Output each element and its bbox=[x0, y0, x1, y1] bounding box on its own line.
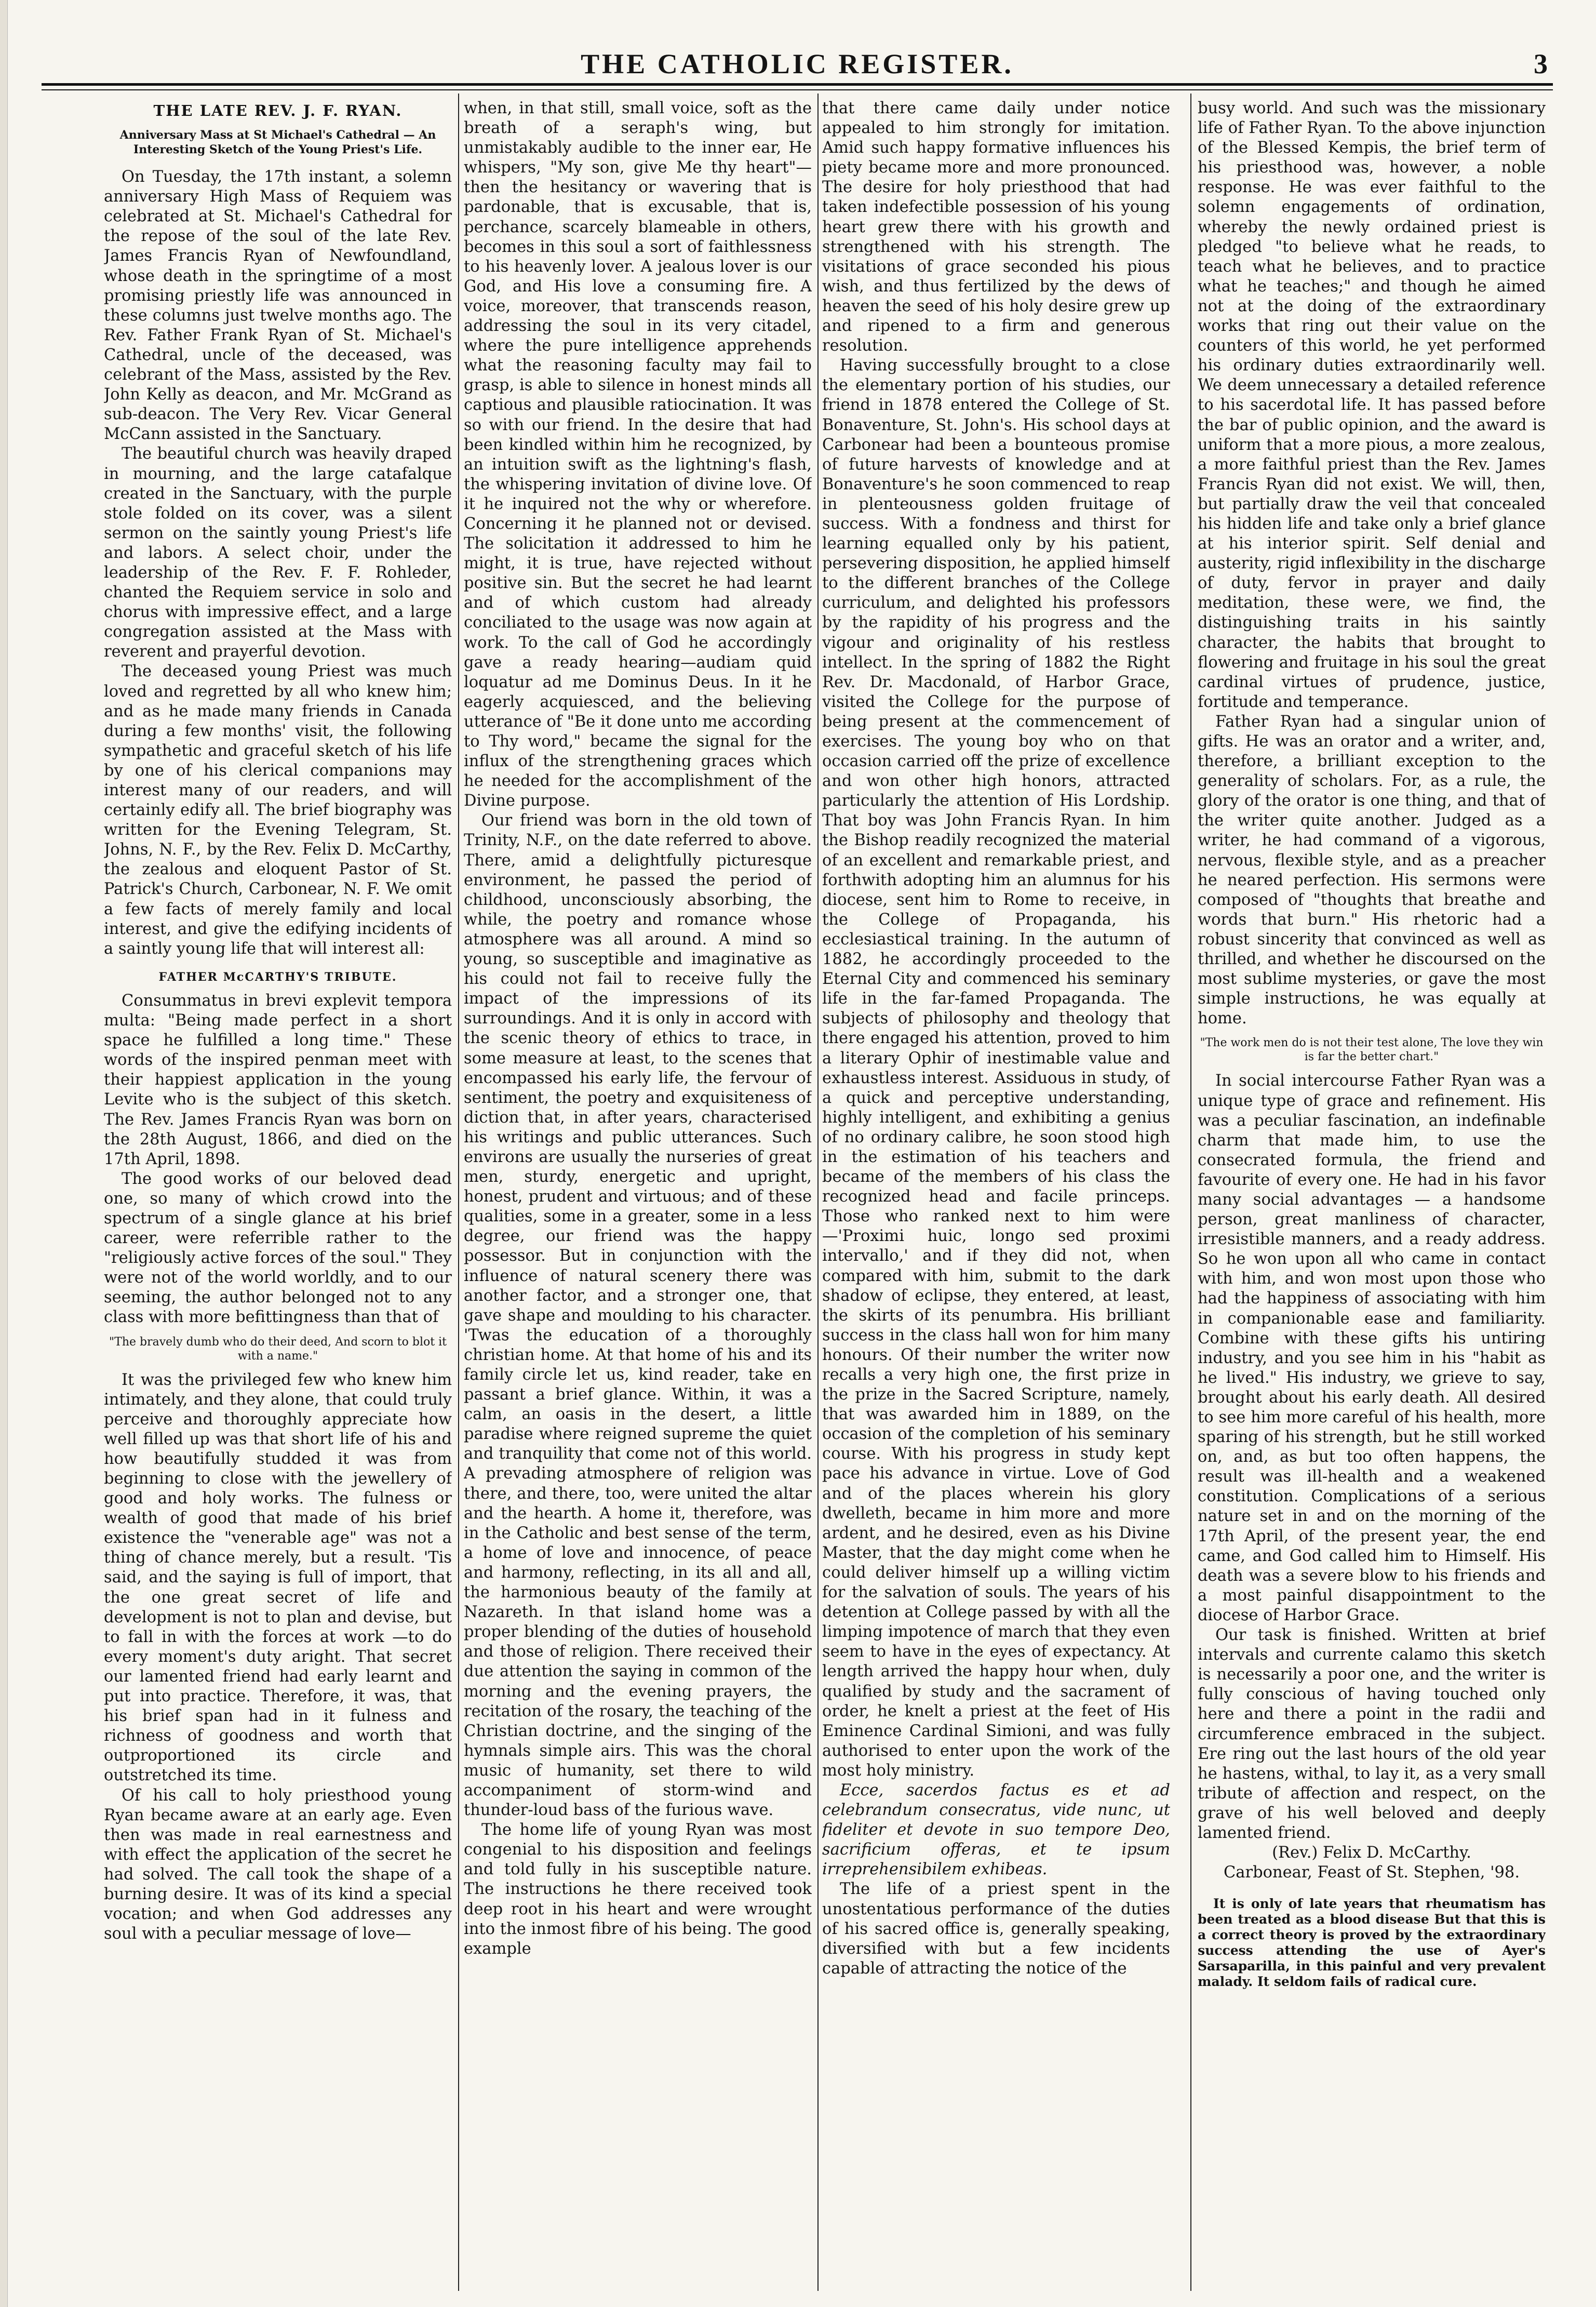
column-divider bbox=[458, 94, 459, 2291]
column-3 bbox=[822, 99, 1170, 2293]
author-signature: (Rev.) Felix D. McCarthy. bbox=[1272, 1844, 1471, 1862]
paragraph: Of his call to holy priesthood young Ryan became aware at an early age. Even then was made in real earnestness and with effect the application of the secret he had solved. The call took the shape of a burning desire. It was of its kind a special vocation; and when God addresses any soul with a peculiar message of love— bbox=[104, 1786, 452, 1943]
section-heading: FATHER McCARTHY'S TRIBUTE. bbox=[158, 970, 397, 984]
advertisement-notice: It is only of late years that rheumatism has been treated as a blood disease But that this is a correct theory is proved by the extraordinary success attending the use of Ayer's Sarsaparilla, in this painful and very prevalent malady. It seldom fails of radical cure. bbox=[1198, 1896, 1546, 1990]
paragraph: The home life of young Ryan was most congenial to his disposition and feelings and told fully in his susceptible nature. The instructions he there received took deep root in his heart and were wrought into the inmost fibre of his being. The good example bbox=[464, 1821, 812, 1958]
column-2 bbox=[464, 99, 812, 2293]
paragraph: It was the privileged few who knew him intimately, and they alone, that could truly perceive and thoroughly appreciate how well filled up was that short life of his and how beautifully studded it was from beginning to close with the jewellery of good and holy works. The fulness or wealth of good that made of his brief existence the "venerable age" was not a thing of chance merely, but a result. 'Tis said, and the saying is full of import, that the one great secret of life and development is not to plan and devise, but to fall in with the forces at work —to do every moment's duty aright. That secret our lamented friend had early learnt and put into practice. Therefore, it was, that his brief span had in it fulness and richness of goodness and worth that outproportioned its circle and outstretched its time. bbox=[104, 1370, 452, 1785]
newspaper-title: THE CATHOLIC REGISTER. bbox=[581, 48, 1014, 79]
article-subhead: Anniversary Mass at St Michael's Cathedral — An Interesting Sketch of the Young Priest's Life. bbox=[119, 128, 436, 157]
column-4 bbox=[1198, 99, 1546, 2293]
paragraph: On Tuesday, the 17th instant, a solemn anniversary High Mass of Requiem was celebrated at St. Michael's Cathedral for the repose of the soul of the late Rev. James Francis Ryan of Newfoundland, whose death in the springtime of a most promising priestly life was announced in these columns just twelve months ago. The Rev. Father Frank Ryan of St. Michael's Cathedral, uncle of the deceased, was celebrant of the Mass, assisted by the Rev. John Kelly as deacon, and Mr. McGrand as sub-deacon. The Very Rev. Vicar General McCann assisted in the Sanctuary. bbox=[104, 168, 452, 444]
masthead bbox=[47, 48, 1548, 79]
paragraph: The beautiful church was heavily draped in mourning, and the large catafalque created in the Sanctuary, with the purple stole folded on its cover, was a silent sermon on the saintly young Priest's life and labors. A select choir, under the leadership of the Rev. F. F. Rohleder, chanted the Requiem service in solo and chorus with impressive effect, and a large congregation assisted at the Mass with reverent and prayerful devotion. bbox=[104, 445, 452, 661]
page-edge bbox=[0, 0, 8, 2307]
paragraph: that there came daily under notice appealed to him strongly for imitation. Amid such happy formative influences his piety became more and more pronounced. The desire for holy priesthood that had taken indefectible possession of his young heart grew there with his growth and strengthened with his strength. The visitations of grace seconded his pious wish, and thus fertilized by the dews of heaven the seed of his holy desire grew up and ripened to a firm and generous resolution. bbox=[822, 99, 1170, 355]
paragraph: The life of a priest spent in the unostentatious performance of the duties of his sacred office is, generally speaking, diversified with but a few incidents capable of attracting the notice of the bbox=[822, 1880, 1170, 1978]
paragraph: In social intercourse Father Ryan was a unique type of grace and refinement. His was a peculiar fascination, an indefinable charm that made him, to use the consecrated formula, the friend and favourite of every one. He had in his favor many social advantages — a handsome person, great manliness of character, irresistible manners, and a ready address. So he won upon all who came in contact with him, and won most upon those who had the happiness of associating with him in companionable ease and familiarity. Combine with these gifts his untiring industry, and you see him in his "habit as he lived." His industry, we grieve to say, brought about his early death. All desired to see him more careful of his health, more sparing of his strength, but he still worked on, and, as but too often happens, the result was ill-health and a weakened constitution. Complications of a serious nature set in and on the morning of the 17th April, of the present year, the end came, and God called him to Himself. His death was a severe blow to his friends and a most painful disappointment to the diocese of Harbor Grace. bbox=[1198, 1072, 1546, 1624]
column-1 bbox=[104, 99, 452, 2293]
latin-quote: Ecce, sacerdos factus es et ad celebrandum consecratus, vide nunc, ut fideliter et devote in suo tempore Deo, sacrificium offeras, et te ipsum irreprehensibilem exhibeas. bbox=[822, 1781, 1170, 1879]
column-divider bbox=[817, 94, 819, 2291]
page-number: 3 bbox=[1534, 48, 1548, 79]
verse-quote: "The work men do is not their test alone, The love they win is far the better chart." bbox=[1200, 1036, 1544, 1064]
paragraph: Father Ryan had a singular union of gifts. He was an orator and a writer, and, therefore, a brilliant exception to the generality of scholars. For, as a rule, the glory of the orator is one thing, and that of the writer quite another. Judged as a writer, he had command of a vigorous, nervous, flexible style, and as a preacher he neared perfection. His sermons were composed of "thoughts that breathe and words that burn." His rhetoric had a robust sincerity that convinced as well as thrilled, and whether he discoursed on the most sublime mysteries, or gave the most simple instructions, he was equally at home. bbox=[1198, 712, 1546, 1028]
header-rule-thick bbox=[42, 83, 1553, 86]
paragraph: Having successfully brought to a close the elementary portion of his studies, our friend in 1878 entered the College of St. Bonaventure, St. John's. His school days at Carbonear had been a bounteous promise of future harvests of knowledge and at Bonaventure's he soon commenced to reap in plenteousness golden fruitage of success. With a fondness and thirst for learning equalled only by his patient, persevering disposition, he applied himself to the different branches of the College curriculum, and delighted his professors by the rapidity of his progress and the vigour and originality of his restless intellect. In the spring of 1882 the Right Rev. Dr. Macdonald, of Harbor Grace, visited the College for the purpose of being present at the commencement of exercises. The young boy who on that occasion carried off the prize of excellence and won other high honors, attracted particularly the attention of His Lordship. That boy was John Francis Ryan. In him the Bishop readily recognized the material of an excellent and remarkable priest, and forthwith adopting him an alumnus for his diocese, sent him to Rome to receive, in the College of Propaganda, his ecclesiastical training. In the autumn of 1882, he accordingly proceeded to the Eternal City and commenced his seminary life in the far-famed Propaganda. The subjects of philosophy and theology that there engaged his attention, proved to him a literary Ophir of inestimable value and exhaustless interest. Assiduous in study, of a quick and perceptive understanding, highly intelligent, and exhibiting a genius of no ordinary calibre, he soon stood high in the estimation of his teachers and became of the members of his class the recognized head and facile princeps. Those who ranked next to him were—'Proximi huic, longo sed proximi intervallo,' and if they did not, when compared with him, submit to the dark shadow of eclipse, they entered, at least, the skirts of its penumbra. His brilliant success in the class hall won for him many honours. Of their number the writer now recalls a very high one, the first prize in the prize in the Sacred Scripture, namely, that was awarded him in 1889, on the occasion of the completion of his seminary course. With his progress in study kept pace his advance in virtue. Love of God and of the places wherein his glory dwelleth, became in him more and more ardent, and he desired, even as his Divine Master, that the day might come when he could deliver himself up a willing victim for the salvation of souls. The years of his detention at College passed by with all the limping impotence of march that they even seem to have in the eyes of expectancy. At length arrived the happy hour when, duly qualified by study and the sacrament of order, he knelt a priest at the feet of His Eminence Cardinal Simioni, and was fully authorised to enter upon the work of the most holy ministry. bbox=[822, 356, 1170, 1780]
header-rule-thin bbox=[42, 89, 1553, 90]
paragraph: Our friend was born in the old town of Trinity, N.F., on the date referred to above. There, amid a delightfully picturesque environment, he passed the period of childhood, unconsciously absorbing, the while, the poetry and romance whose atmosphere was all around. A mind so young, so susceptible and imaginative as his could not fail to receive fully the impact of the impressions of its surroundings. And it is only in accord with the scenic theory of ethics to trace, in some measure at least, to the scenes that encompassed his early life, the fervour of sentiment, the poetry and exquisiteness of diction that, in after years, characterised his writings and public utterances. Such environs are usually the nurseries of great men, sturdy, energetic and upright, honest, prudent and virtuous; and of these qualities, some in a greater, some in a less degree, our friend was the happy possessor. But in conjunction with the influence of natural scenery there was another factor, and a stronger one, that gave shape and moulding to his character. 'Twas the education of a thoroughly christian home. At that home of his and its family circle let us, kind reader, take en passant a brief glance. Within, it was a calm, an oasis in the desert, a little paradise where reigned supreme the quiet and tranquility that come not of this world. A prevading atmosphere of religion was there, and there, too, were united the altar and the hearth. A home it, therefore, was in the Catholic and best sense of the term, a home of love and innocence, of peace and harmony, reflecting, in its all and all, the harmonious beauty of the family at Nazareth. In that island home was a proper blending of the duties of household and those of religion. There received their due attention the saying in common of the morning and the evening prayers, the recitation of the rosary, the teaching of the Christian doctrine, and the singing of the hymnals simple airs. This was the choral music of humanity, set there to wild accompaniment of storm-wind and thunder-loud bass of the furious wave. bbox=[464, 811, 812, 1820]
verse-quote: "The bravely dumb who do their deed, And scorn to blot it with a name." bbox=[109, 1335, 447, 1363]
article-headline: THE LATE REV. J. F. RYAN. bbox=[153, 102, 403, 119]
dateline: Carbonear, Feast of St. Stephen, '98. bbox=[1223, 1863, 1520, 1882]
paragraph: when, in that still, small voice, soft as the breath of a seraph's wing, but unmistakably audible to the inner ear, He whispers, "My son, give Me thy heart"—then the hesitancy or wavering that is pardonable, that is excusable, that is, perchance, scarcely blameable in others, becomes in this soul a sort of faithlessness to his heavenly lover. A jealous lover is our God, and His love a consuming fire. A voice, moreover, that transcends reason, addressing the soul in its very citadel, where the pure intelligence apprehends what the reasoning faculty may fail to grasp, is able to silence in honest minds all captious and plausible ratiocination. It was so with our friend. In the desire that had been kindled within him he recognized, by an intuition swift as the lightning's flash, the whispering invitation of divine love. Of it he inquired not the why or wherefore. Concerning it he planned not or devised. The solicitation it addressed to him he might, it is true, have rejected without positive sin. But the secret he had learnt and of which custom had already conciliated to the usage was now again at work. To the call of God he accordingly gave a ready hearing—audiam quid loquatur ad me Dominus Deus. In it he eagerly acquiesced, and the believing utterance of "Be it done unto me according to Thy word," became the signal for the influx of the strengthening graces which he needed for the accomplishment of the Divine purpose. bbox=[464, 99, 812, 810]
paragraph: Consummatus in brevi explevit tempora multa: "Being made perfect in a short space he fulfilled a long time." These words of the inspired penman meet with their happiest application in the young Levite who is the subject of this sketch. The Rev. James Francis Ryan was born on the 28th August, 1866, and died on the 17th April, 1898. bbox=[104, 991, 452, 1168]
column-divider bbox=[1190, 94, 1191, 2291]
paragraph: The good works of our beloved dead one, so many of which crowd into the spectrum of a single glance at his brief career, were referrible rather to the "religiously active forces of the soul." They were not of the world worldly, and to our seeming, the author belonged not to any class with more befittingness than that of bbox=[104, 1169, 452, 1327]
paragraph: The deceased young Priest was much loved and regretted by all who knew him; and as he made many friends in Canada during a few months' visit, the following sympathetic and graceful sketch of his life by one of his clerical companions may interest many of our readers, and will certainly edify all. The brief biography was written for the Evening Telegram, St. Johns, N. F., by the Rev. Felix D. McCarthy, the zealous and eloquent Pastor of St. Patrick's Church, Carbonear, N. F. We omit a few facts of merely family and local interest, and give the edifying incidents of a saintly young life that will interest all: bbox=[104, 662, 452, 958]
paragraph: Our task is finished. Written at brief intervals and currente calamo this sketch is necessarily a poor one, and the writer is fully conscious of having touched only here and there a point in the radii and circumference embraced in the subject. Ere ring out the last hours of the old year he hastens, withal, to lay it, as a very small tribute of affection and respect, on the grave of his well beloved and deeply lamented friend. bbox=[1198, 1626, 1546, 1842]
paragraph: busy world. And such was the missionary life of Father Ryan. To the above injunction of the Blessed Kempis, the brief term of his priesthood was, however, a noble response. He was ever faithful to the solemn engagements of ordination, whereby the newly ordained priest is pledged "to believe what he reads, to teach what he believes, and to practice what he teaches;" and though he aimed not at the doing of the extraordinary works that ring out their value on the counters of this world, he yet performed his ordinary duties extraordinarily well. We deem unnecessary a detailed reference to his sacerdotal life. It has passed before the bar of public opinion, and the award is uniform that a more pious, a more zealous, a more faithful priest than the Rev. James Francis Ryan did not exist. We will, then, but partially draw the veil that concealed his hidden life and take only a brief glance at his interior spirit. Self denial and austerity, rigid inflexibility in the discharge of duty, fervor in prayer and daily meditation, these were, we find, the distinguishing traits in his saintly character, the habits that brought to flowering and fruitage in his soul the great cardinal virtues of prudence, justice, fortitude and temperance. bbox=[1198, 99, 1546, 711]
